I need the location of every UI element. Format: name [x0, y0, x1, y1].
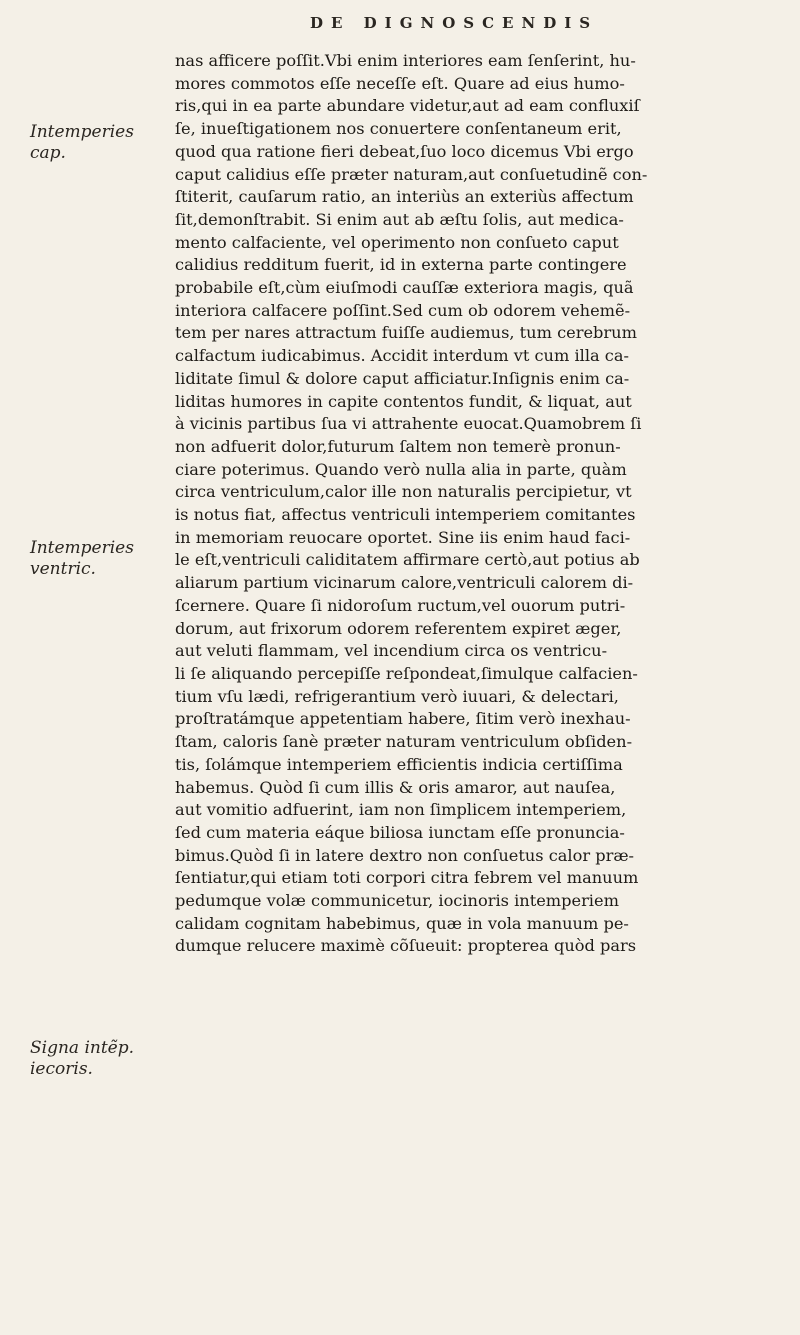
text-line: probabile eſt,cùm eiuſmodi cauſſæ exteriora magis, quã — [175, 278, 634, 298]
text-line: quod qua ratione fieri debeat,ſuo loco dicemus Vbi ergo — [175, 141, 634, 161]
text-line: liditate ſimul & dolore caput afficiatur.Inſignis enim ca- — [175, 368, 630, 388]
text-line: bimus.Quòd ſi in latere dextro non conſuetus calor præ- — [175, 845, 635, 865]
text-line: aliarum partium vicinarum calore,ventriculi calorem di- — [175, 573, 634, 593]
text-line: à vicinis partibus ſua vi attrahente euocat.Quamobrem ſi — [175, 414, 642, 434]
text-line: ſcernere. Quare ſi nidoroſum ructum,vel ouorum putri- — [175, 595, 626, 615]
body-text — [175, 50, 775, 958]
text-line: dorum, aut frixorum odorem referentem expiret æger, — [175, 618, 622, 638]
text-line: circa ventriculum,calor ille non naturalis percipietur, vt — [175, 482, 632, 502]
text-line: ſtiterit, cauſarum ratio, an interiùs an exteriùs affectum — [175, 187, 634, 207]
text-line: mores commotos eſſe neceſſe eſt. Quare ad eius humo- — [175, 73, 625, 93]
text-line: ſtam, caloris ſanè præter naturam ventriculum obſiden- — [175, 732, 633, 752]
text-line: li ſe aliquando percepiſſe reſpondeat,ſimulque calfacien- — [175, 663, 638, 683]
text-line: calidius redditum fuerit, id in externa parte contingere — [175, 255, 627, 275]
text-line: ſed cum materia eáque biliosa iunctam eſſe pronuncia- — [175, 822, 625, 842]
text-line: non adfuerit dolor,futurum ſaltem non temerè pronun- — [175, 436, 621, 456]
text-line: aut veluti flammam, vel incendium circa os ventricu- — [175, 641, 608, 661]
text-line: ciare poterimus. Quando verò nulla alia in parte, quàm — [175, 459, 627, 479]
text-line: in memoriam reuocare oportet. Sine iis enim haud faci- — [175, 527, 631, 547]
text-line: dumque relucere maximè cõſueuit: propterea quòd pars — [175, 936, 637, 956]
text-line: tem per nares attractum fuiſſe audiemus, tum cerebrum — [175, 323, 637, 343]
text-line: tium vſu lædi, refrigerantium verò iuuari, & delectari, — [175, 686, 619, 706]
text-line: liditas humores in capite contentos fundit, & liquat, aut — [175, 391, 632, 411]
text-line: ris,qui in ea parte abundare videtur,aut ad eam confluxiſ — [175, 96, 640, 116]
text-line: nas afficere poſſit.Vbi enim interiores eam ſenſerint, hu- — [175, 51, 636, 70]
text-line: ſentiatur,qui etiam toti corpori citra febrem vel manuum — [175, 868, 639, 888]
text-line: proſtratámque appetentiam habere, ſitim verò inexhau- — [175, 709, 631, 729]
text-line: caput calidius eſſe præter naturam,aut conſuetudinẽ con- — [175, 164, 648, 184]
margin-note-intemperies-cap: Intemperies cap. — [30, 122, 134, 163]
text-line: habemus. Quòd ſi cum illis & oris amaror, aut nauſea, — [175, 777, 616, 797]
text-line: aut vomitio adfuerint, iam non ſimplicem intemperiem, — [175, 800, 627, 820]
text-line: le eſt,ventriculi caliditatem affirmare certò,aut potius ab — [175, 550, 640, 570]
margin-note-signa-iecoris: Signa intẽp. iecoris. — [30, 1038, 135, 1079]
text-line: ſe, inueſtigationem nos conuertere conſentaneum erit, — [175, 119, 622, 139]
text-line: pedumque volæ communicetur, iocinoris intemperiem — [175, 891, 619, 911]
text-line: mento calfaciente, vel operimento non conſueto caput — [175, 232, 619, 252]
text-line: is notus fiat, affectus ventriculi intemperiem comitantes — [175, 505, 636, 525]
text-line: tis, ſolámque intemperiem efficientis indicia certiſſima — [175, 754, 623, 774]
text-line: ſit,demonſtrabit. Si enim aut ab æſtu ſolis, aut medica- — [175, 209, 624, 229]
running-head: DE DIGNOSCENDIS — [310, 14, 599, 32]
margin-note-intemperies-ventric: Intemperies ventric. — [30, 538, 134, 579]
text-line: interiora calfacere poſſint.Sed cum ob odorem vehemẽ- — [175, 300, 631, 320]
text-line: calidam cognitam habebimus, quæ in vola manuum pe- — [175, 913, 629, 933]
text-line: calfactum iudicabimus. Accidit interdum vt cum illa ca- — [175, 346, 629, 366]
